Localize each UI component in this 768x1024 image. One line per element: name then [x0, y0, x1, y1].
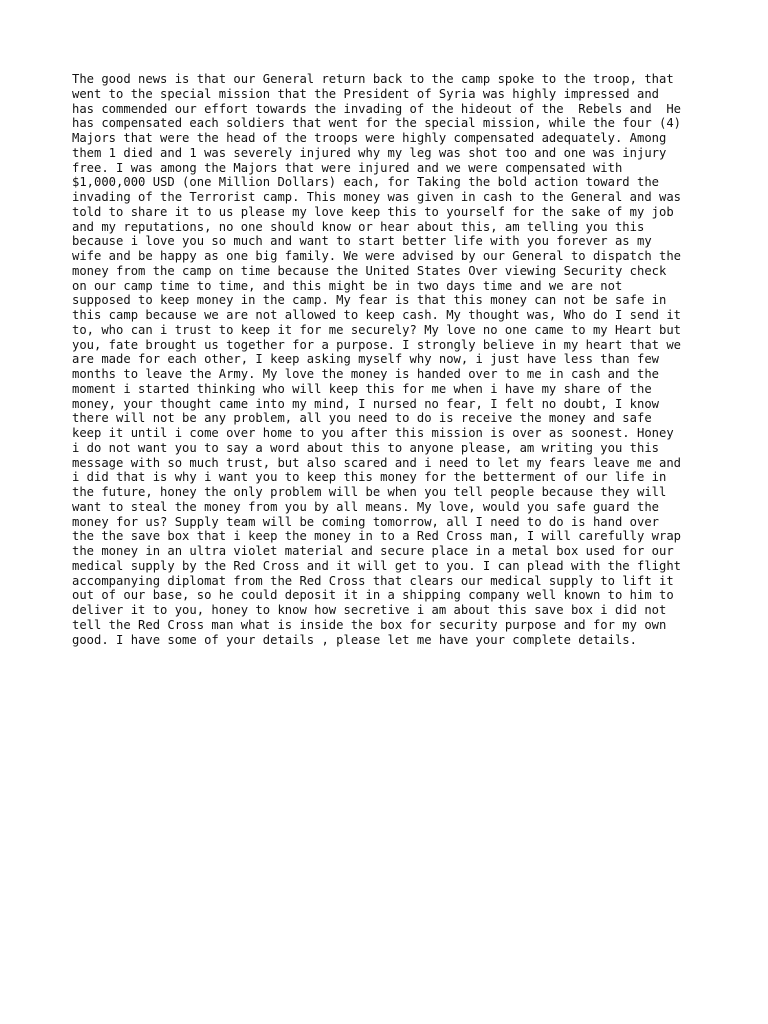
- text-line: money from the camp on time because the United States Over viewing Security check: [72, 263, 667, 278]
- text-line: free. I was among the Majors that were injured and we were compensated with: [72, 160, 623, 175]
- text-line: money, your thought came into my mind, I nursed no fear, I felt no doubt, I know: [72, 396, 659, 411]
- text-line: money for us? Supply team will be coming tomorrow, all I need to do is hand over: [72, 514, 659, 529]
- text-line: deliver it to you, honey to know how secretive i am about this save box i did not: [72, 603, 667, 617]
- text-line: you, fate brought us together for a purpose. I strongly believe in my heart that we: [72, 337, 682, 352]
- text-line: moment i started thinking who will keep this for me when i have my share of the: [72, 381, 652, 396]
- text-line: months to leave the Army. My love the money is handed over to me in cash and the: [72, 367, 659, 381]
- text-line: the money in an ultra violet material and secure place in a metal box used for our: [72, 544, 674, 558]
- text-line: accompanying diplomat from the Red Cross that clears our medical supply to lift it: [72, 573, 674, 588]
- text-line: the the save box that i keep the money in to a Red Cross man, I will carefully wrap: [72, 529, 682, 544]
- text-line: out of our base, so he could deposit it in a shipping company well known to him to: [72, 588, 674, 603]
- text-line: keep it until i come over home to you after this mission is over as soonest. Honey: [72, 426, 674, 440]
- text-line: has commended our effort towards the invading of the hideout of the Rebels and He: [72, 101, 682, 116]
- text-line: want to steal the money from you by all means. My love, would you safe guard the: [72, 499, 659, 514]
- text-line: are made for each other, I keep asking myself why now, i just have less than few: [72, 352, 659, 367]
- text-line: this camp because we are not allowed to keep cash. My thought was, Who do I send it: [72, 308, 682, 322]
- text-line: invading of the Terrorist camp. This money was given in cash to the General and was: [72, 190, 682, 204]
- text-line: on our camp time to time, and this might be in two days time and we are not: [72, 278, 623, 293]
- text-line: the future, honey the only problem will be when you tell people because they will: [72, 485, 667, 499]
- text-line: to, who can i trust to keep it for me securely? My love no one came to my Heart but: [72, 322, 682, 337]
- text-line: message with so much trust, but also scared and i need to let my fears leave me and: [72, 455, 682, 470]
- text-line: wife and be happy as one big family. We were advised by our General to dispatch the: [72, 249, 682, 263]
- text-line: medical supply by the Red Cross and it will get to you. I can plead with the flight: [72, 558, 682, 573]
- text-line: $1,000,000 USD (one Million Dollars) each, for Taking the bold action toward the: [72, 175, 659, 190]
- text-line: them 1 died and 1 was severely injured why my leg was shot too and one was injury: [72, 145, 667, 160]
- text-line: because i love you so much and want to start better life with you forever as my: [72, 234, 652, 249]
- text-line: Majors that were the head of the troops were highly compensated adequately. Among: [72, 131, 667, 145]
- text-line: told to share it to us please my love keep this to yourself for the sake of my job: [72, 204, 674, 219]
- text-line: The good news is that our General return back to the camp spoke to the troop, that: [72, 72, 674, 86]
- text-line: supposed to keep money in the camp. My fear is that this money can not be safe in: [72, 293, 667, 308]
- body-text: [72, 72, 712, 647]
- text-line: there will not be any problem, all you need to do is receive the money and safe: [72, 411, 652, 426]
- text-line: has compensated each soldiers that went for the special mission, while the four (4): [72, 116, 682, 131]
- text-line: tell the Red Cross man what is inside the box for security purpose and for my own: [72, 617, 667, 632]
- text-line: good. I have some of your details , please let me have your complete details.: [72, 632, 637, 647]
- text-line: i do not want you to say a word about this to anyone please, am writing you this: [72, 440, 659, 455]
- text-line: i did that is why i want you to keep this money for the betterment of our life in: [72, 470, 667, 485]
- text-line: went to the special mission that the President of Syria was highly impressed and: [72, 86, 659, 101]
- text-line: and my reputations, no one should know or hear about this, am telling you this: [72, 219, 645, 234]
